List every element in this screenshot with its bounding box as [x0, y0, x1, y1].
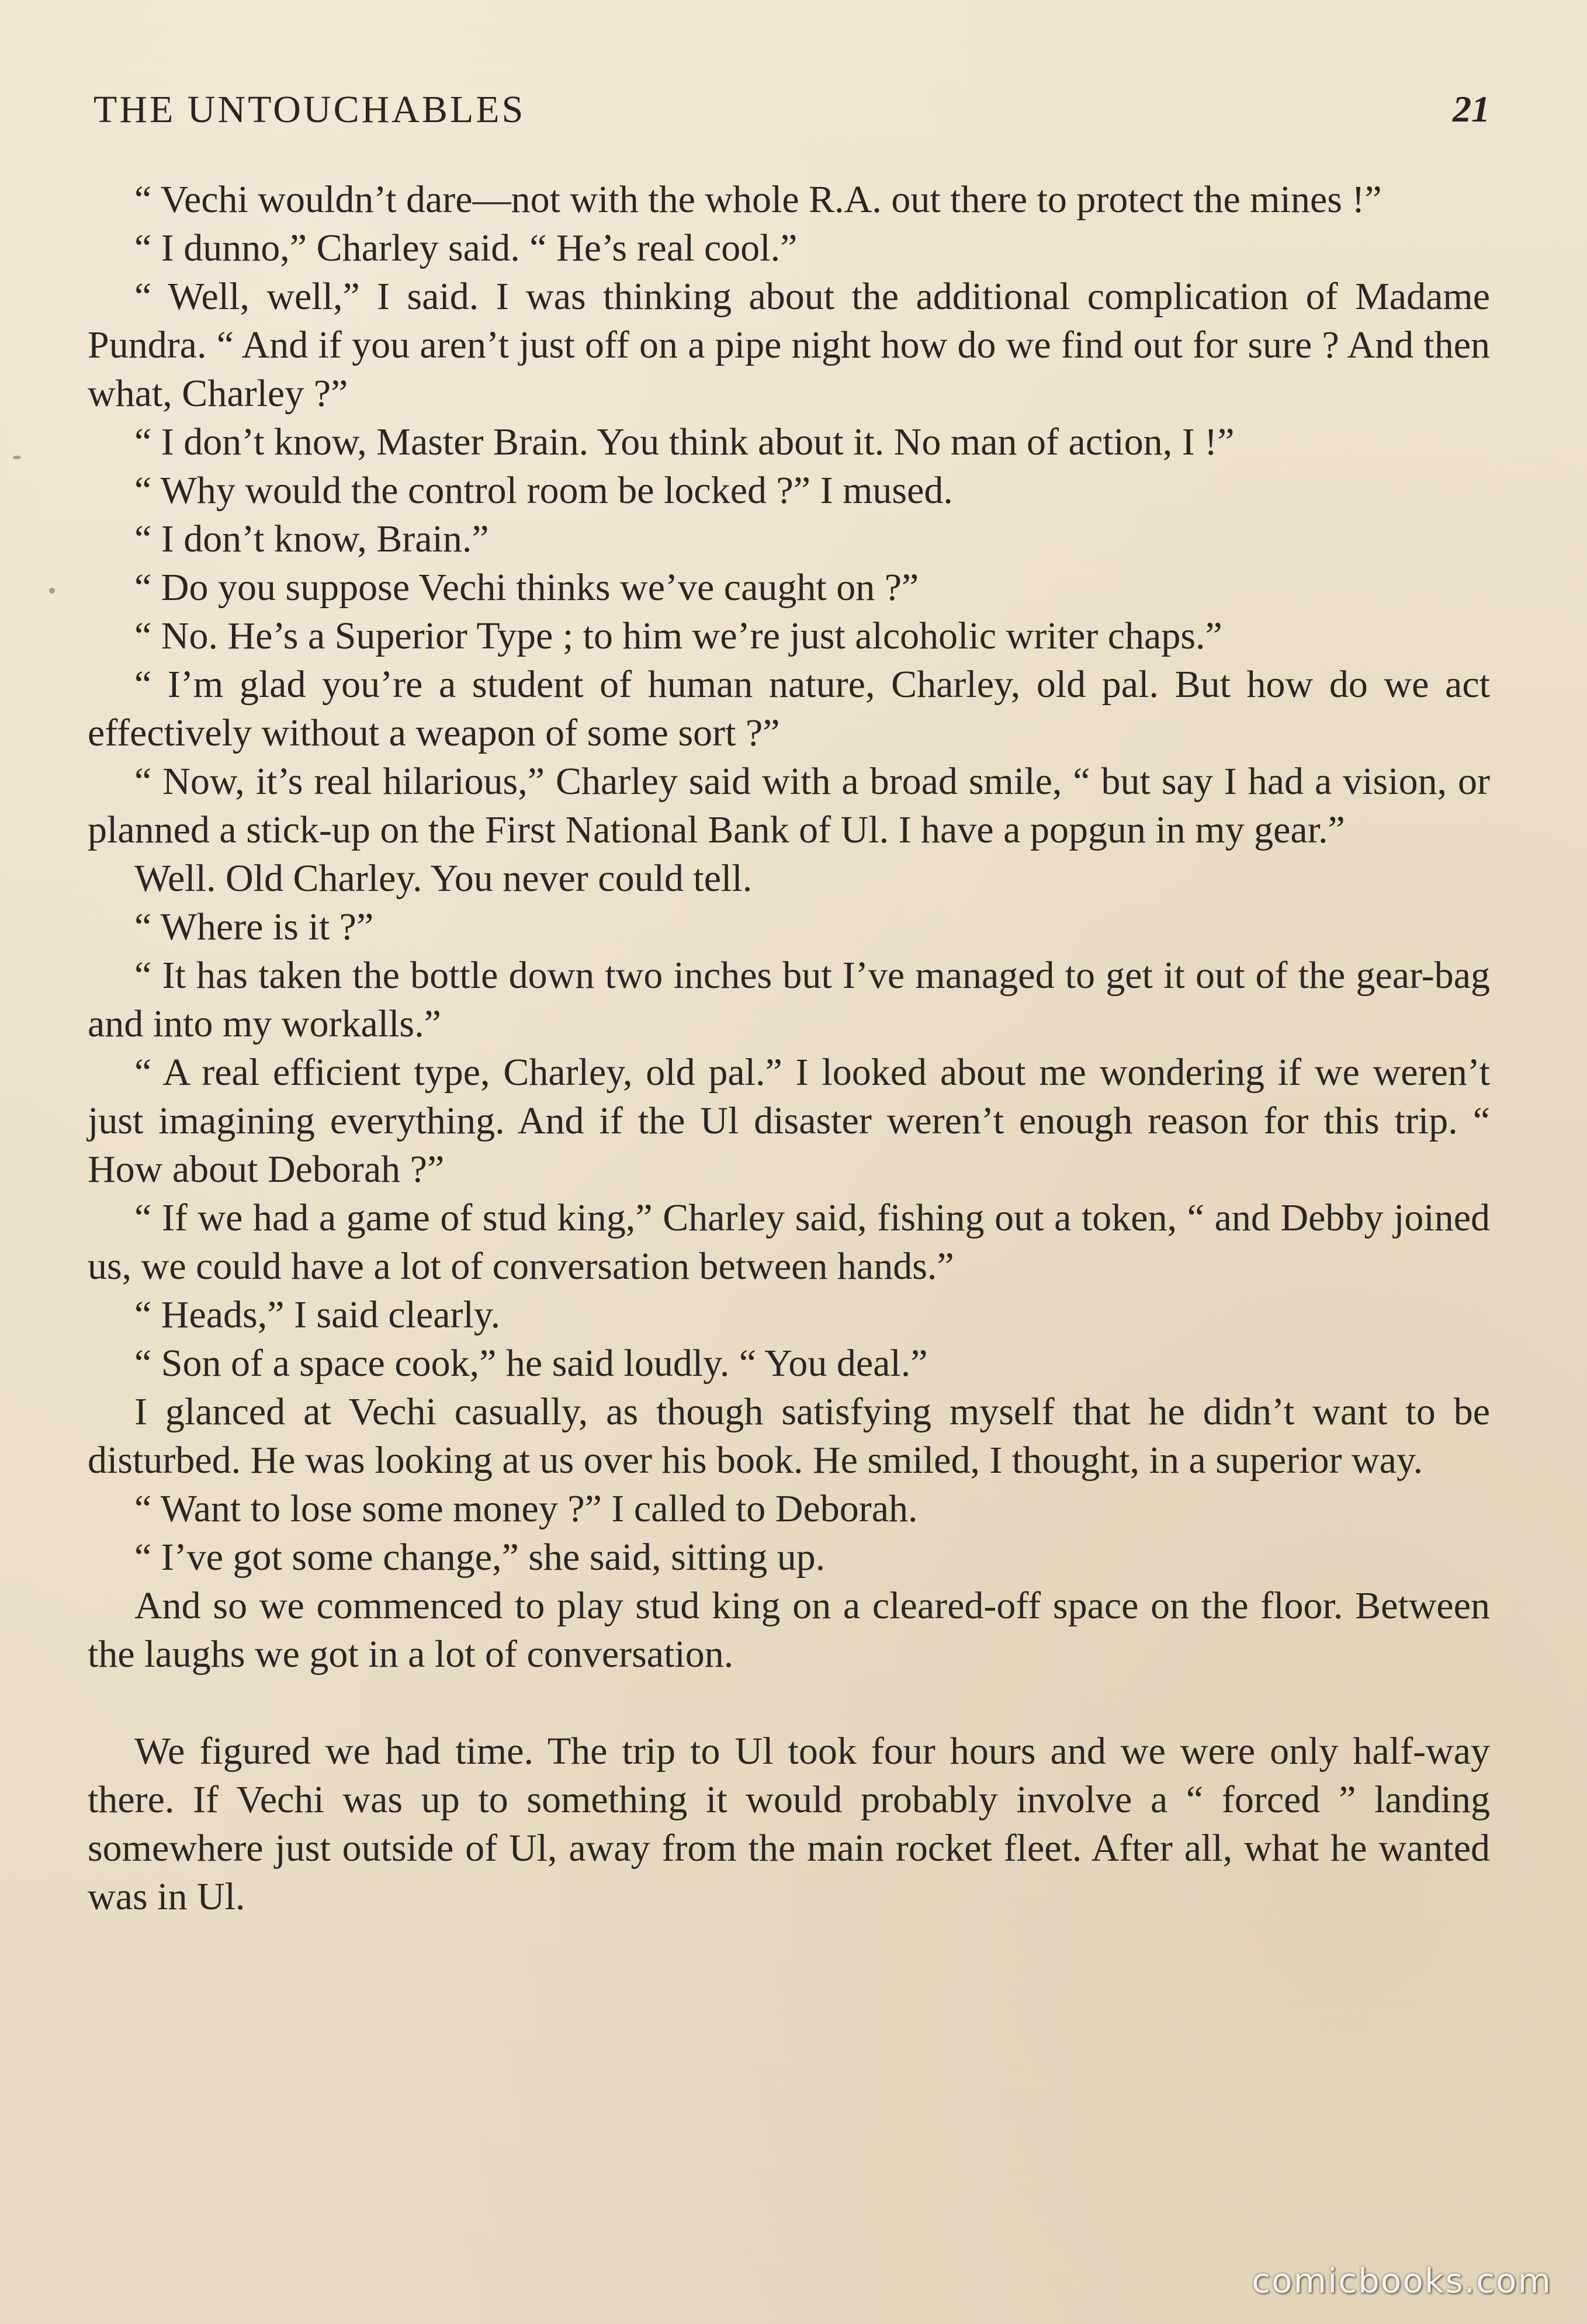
paragraph: “ Want to lose some money ?” I called to Deborah. [134, 1487, 918, 1530]
running-head: THE UNTOUCHABLES [93, 88, 526, 131]
paragraph: And so we commenced to play stud king on a cleared-off space on the floor. Between the laughs we got in a lot of conversation. [88, 1584, 1490, 1676]
page-header [88, 88, 1490, 140]
section-break [88, 1678, 1490, 1727]
page-number: 21 [1453, 88, 1490, 130]
paragraph: “ Why would the control room be locked ?” I mused. [134, 469, 953, 512]
paragraph: “ Well, well,” I said. I was thinking about the additional complication of Madame Pundra. “ And if you aren’t just off on a pipe night how do we find out for sure ? And then what, Charley ?” [88, 275, 1490, 415]
body-text [88, 175, 1490, 1921]
paragraph: “ I’ve got some change,” she said, sitting up. [134, 1536, 826, 1579]
paragraph: Well. Old Charley. You never could tell. [134, 857, 753, 900]
paragraph: “ Heads,” I said clearly. [134, 1293, 501, 1336]
paragraph: “ I don’t know, Master Brain. You think about it. No man of action, I !” [134, 421, 1235, 463]
paragraph: “ Vechi wouldn’t dare—not with the whole R.A. out there to protect the mines !” [134, 178, 1382, 221]
paragraph: “ I dunno,” Charley said. “ He’s real cool.” [134, 227, 798, 269]
paragraph: “ Now, it’s real hilarious,” Charley said with a broad smile, “ but say I had a vision, or planned a stick-up on the First National Bank of Ul. I have a popgun in my gear.” [88, 760, 1490, 851]
paragraph: “ A real efficient type, Charley, old pal.” I looked about me wondering if we weren’t just imagining everything. And if the Ul disaster weren’t enough reason for this trip. “ How about Deborah ?” [88, 1051, 1490, 1191]
watermark-logo: comicbooks.com [1252, 2261, 1552, 2301]
paragraph: “ Son of a space cook,” he said loudly. “ You deal.” [134, 1342, 928, 1385]
paragraph: “ No. He’s a Superior Type ; to him we’re just alcoholic writer chaps.” [134, 615, 1222, 657]
closing-paragraph: We figured we had time. The trip to Ul took four hours and we were only half-way there. If Vechi was up to something it would probably involve a “ forced ” landing somewhere just outside of Ul, away from the main rocket fleet. After all, what he wanted was in Ul. [88, 1730, 1490, 1918]
paragraph: “ Where is it ?” [134, 906, 374, 948]
paragraph: “ I don’t know, Brain.” [134, 518, 489, 560]
paragraph: “ I’m glad you’re a student of human nature, Charley, old pal. But how do we act effectively without a weapon of some sort ?” [88, 663, 1490, 754]
paragraph: “ If we had a game of stud king,” Charley said, fishing out a token, “ and Debby joined us, we could have a lot of conversation between hands.” [88, 1196, 1490, 1288]
paragraph: “ Do you suppose Vechi thinks we’ve caught on ?” [134, 566, 919, 609]
margin-speck [13, 456, 21, 459]
paragraph: I glanced at Vechi casually, as though satisfying myself that he didn’t want to be disturbed. He was looking at us over his book. He smiled, I thought, in a superior way. [88, 1390, 1490, 1482]
margin-speck [49, 588, 55, 594]
paragraph: “ It has taken the bottle down two inches but I’ve managed to get it out of the gear-bag and into my workalls.” [88, 954, 1490, 1045]
